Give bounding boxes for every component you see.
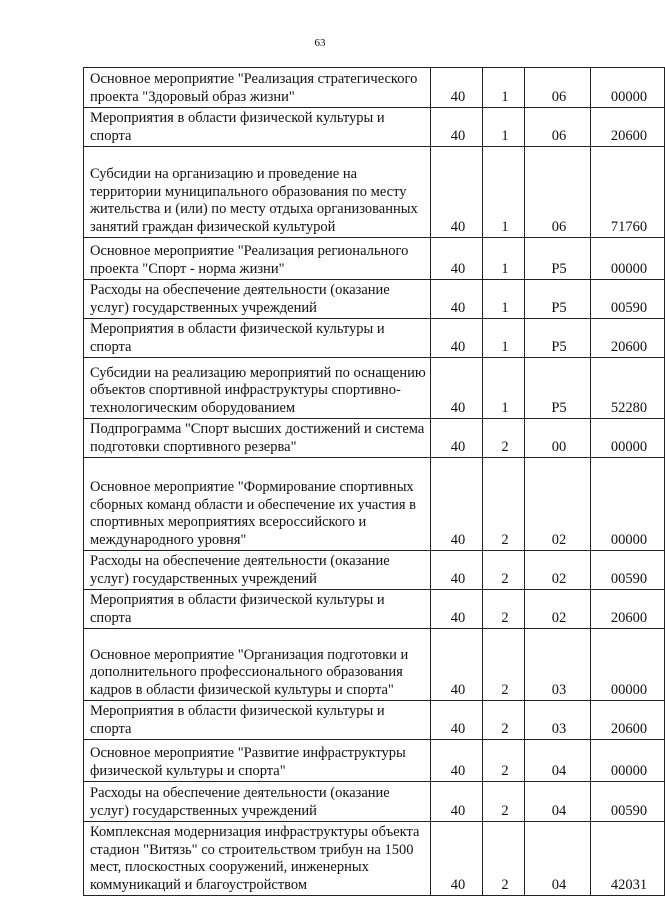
row-name-cell: Основное мероприятие "Реализация регионального проекта "Спорт - норма жизни" — [84, 238, 431, 280]
subprogram-code-cell: 2 — [483, 782, 525, 822]
event-code-cell: 03 — [525, 701, 591, 740]
row-name-cell: Мероприятия в области физической культуры и спорта — [84, 701, 431, 740]
expense-direction-code-cell: 20600 — [591, 108, 665, 147]
table-row — [84, 147, 665, 238]
expense-direction-code-cell: 00000 — [591, 458, 665, 551]
event-code-cell: P5 — [525, 358, 591, 419]
expense-direction-code-cell: 00590 — [591, 280, 665, 319]
event-code-cell: 03 — [525, 629, 591, 701]
table-row — [84, 551, 665, 590]
program-code-cell: 40 — [431, 419, 483, 458]
expense-direction-code-cell: 00000 — [591, 629, 665, 701]
program-code-cell: 40 — [431, 319, 483, 358]
subprogram-code-cell: 2 — [483, 551, 525, 590]
subprogram-code-cell: 2 — [483, 590, 525, 629]
table-row — [84, 740, 665, 782]
event-code-cell: P5 — [525, 238, 591, 280]
event-code-cell: 06 — [525, 68, 591, 108]
row-name-cell: Расходы на обеспечение деятельности (оказание услуг) государственных учреждений — [84, 551, 431, 590]
subprogram-code-cell: 2 — [483, 701, 525, 740]
table-row — [84, 782, 665, 822]
table-row — [84, 590, 665, 629]
program-code-cell: 40 — [431, 458, 483, 551]
program-code-cell: 40 — [431, 551, 483, 590]
subprogram-code-cell: 2 — [483, 822, 525, 896]
row-name-cell: Расходы на обеспечение деятельности (оказание услуг) государственных учреждений — [84, 280, 431, 319]
page-number: 63 — [314, 37, 326, 49]
event-code-cell: 00 — [525, 419, 591, 458]
expense-direction-code-cell: 52280 — [591, 358, 665, 419]
program-code-cell: 40 — [431, 108, 483, 147]
program-code-cell: 40 — [431, 590, 483, 629]
expense-direction-code-cell: 71760 — [591, 147, 665, 238]
subprogram-code-cell: 1 — [483, 147, 525, 238]
event-code-cell: 02 — [525, 458, 591, 551]
expense-direction-code-cell: 20600 — [591, 319, 665, 358]
subprogram-code-cell: 2 — [483, 458, 525, 551]
program-code-cell: 40 — [431, 147, 483, 238]
expense-direction-code-cell: 20600 — [591, 701, 665, 740]
subprogram-code-cell: 2 — [483, 740, 525, 782]
row-name-cell: Основное мероприятие "Формирование спортивных сборных команд области и обеспечение их участия в спортивных мероприятиях всероссийского и международного уровня" — [84, 458, 431, 551]
table-row — [84, 238, 665, 280]
program-code-cell: 40 — [431, 238, 483, 280]
subprogram-code-cell: 2 — [483, 419, 525, 458]
expense-direction-code-cell: 00000 — [591, 238, 665, 280]
table-row — [84, 419, 665, 458]
expense-direction-code-cell: 00590 — [591, 782, 665, 822]
subprogram-code-cell: 1 — [483, 108, 525, 147]
budget-classification-table — [83, 67, 665, 896]
table-row — [84, 68, 665, 108]
table-row — [84, 319, 665, 358]
expense-direction-code-cell: 00590 — [591, 551, 665, 590]
expense-direction-code-cell: 20600 — [591, 590, 665, 629]
row-name-cell: Основное мероприятие "Развитие инфраструктуры физической культуры и спорта" — [84, 740, 431, 782]
expense-direction-code-cell: 00000 — [591, 740, 665, 782]
row-name-cell: Субсидии на реализацию мероприятий по оснащению объектов спортивной инфраструктуры спортивно-технологическим оборудованием — [84, 358, 431, 419]
program-code-cell: 40 — [431, 280, 483, 319]
row-name-cell: Комплексная модернизация инфраструктуры объекта стадион "Витязь" со строительством трибун на 1500 мест, плоскостных сооружений, инженерных коммуникаций и благоустройством — [84, 822, 431, 896]
table-row — [84, 629, 665, 701]
event-code-cell: 02 — [525, 590, 591, 629]
program-code-cell: 40 — [431, 740, 483, 782]
subprogram-code-cell: 1 — [483, 280, 525, 319]
event-code-cell: P5 — [525, 319, 591, 358]
event-code-cell: 06 — [525, 108, 591, 147]
program-code-cell: 40 — [431, 701, 483, 740]
table-row — [84, 358, 665, 419]
row-name-cell: Мероприятия в области физической культуры и спорта — [84, 108, 431, 147]
table-row — [84, 701, 665, 740]
program-code-cell: 40 — [431, 822, 483, 896]
expense-direction-code-cell: 00000 — [591, 68, 665, 108]
row-name-cell: Мероприятия в области физической культуры и спорта — [84, 590, 431, 629]
expense-direction-code-cell: 00000 — [591, 419, 665, 458]
row-name-cell: Основное мероприятие "Реализация стратегического проекта "Здоровый образ жизни" — [84, 68, 431, 108]
program-code-cell: 40 — [431, 358, 483, 419]
event-code-cell: 02 — [525, 551, 591, 590]
table-row — [84, 280, 665, 319]
event-code-cell: 06 — [525, 147, 591, 238]
table-row — [84, 108, 665, 147]
row-name-cell: Расходы на обеспечение деятельности (оказание услуг) государственных учреждений — [84, 782, 431, 822]
subprogram-code-cell: 1 — [483, 319, 525, 358]
row-name-cell: Мероприятия в области физической культуры и спорта — [84, 319, 431, 358]
table-row — [84, 822, 665, 896]
program-code-cell: 40 — [431, 68, 483, 108]
event-code-cell: 04 — [525, 822, 591, 896]
subprogram-code-cell: 1 — [483, 358, 525, 419]
row-name-cell: Субсидии на организацию и проведение на территории муниципального образования по месту жительства и (или) по месту отдыха организованных занятий граждан физической культурой — [84, 147, 431, 238]
row-name-cell: Основное мероприятие "Организация подготовки и дополнительного профессионального образования кадров в области физической культуры и спорта" — [84, 629, 431, 701]
program-code-cell: 40 — [431, 782, 483, 822]
event-code-cell: 04 — [525, 782, 591, 822]
event-code-cell: 04 — [525, 740, 591, 782]
subprogram-code-cell: 1 — [483, 68, 525, 108]
row-name-cell: Подпрограмма "Спорт высших достижений и система подготовки спортивного резерва" — [84, 419, 431, 458]
table-row — [84, 458, 665, 551]
program-code-cell: 40 — [431, 629, 483, 701]
subprogram-code-cell: 2 — [483, 629, 525, 701]
subprogram-code-cell: 1 — [483, 238, 525, 280]
event-code-cell: P5 — [525, 280, 591, 319]
expense-direction-code-cell: 42031 — [591, 822, 665, 896]
